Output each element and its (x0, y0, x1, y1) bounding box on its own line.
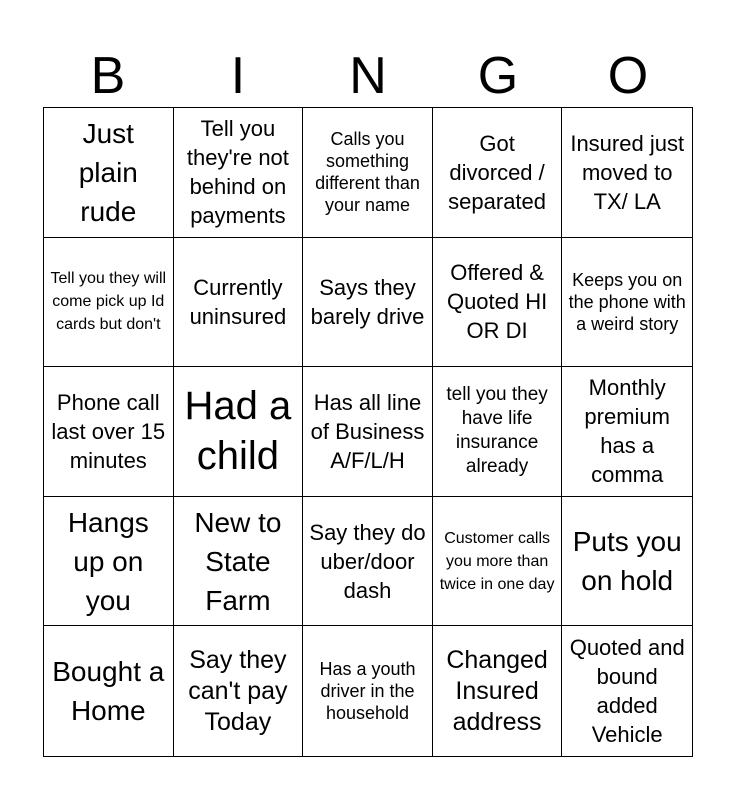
cell-text: Keeps you on the phone with a weird story (568, 269, 686, 334)
cell-text: tell you they have life insurance already (446, 384, 548, 478)
cell-text: Bought a Home (52, 656, 165, 727)
bingo-cell[interactable] (174, 108, 304, 238)
cell-text: Hangs up on you (67, 506, 149, 616)
bingo-cell[interactable] (174, 626, 304, 756)
bingo-cell[interactable] (562, 626, 692, 756)
cell-text: Phone call last over 15 minutes (51, 389, 166, 473)
cell-text: Customer calls you more than twice in one day (439, 529, 555, 593)
cell-text: Insured just moved to TX/ LA (570, 130, 685, 214)
bingo-board (43, 107, 693, 757)
bingo-cell[interactable] (44, 626, 174, 756)
cell-text: Puts you on hold (572, 526, 682, 597)
bingo-cell[interactable] (433, 108, 563, 238)
cell-text: Say they can't pay Today (188, 645, 288, 736)
bingo-cell[interactable] (44, 367, 174, 497)
bingo-cell[interactable] (562, 108, 692, 238)
bingo-header (43, 46, 693, 106)
bingo-cell[interactable] (44, 238, 174, 368)
bingo-cell[interactable] (562, 497, 692, 627)
cell-text: Tell you they're not behind on payments (186, 116, 289, 229)
bingo-cell[interactable] (303, 238, 433, 368)
bingo-cell[interactable] (174, 238, 304, 368)
cell-text: Had a child (184, 384, 292, 479)
bingo-cell[interactable] (303, 367, 433, 497)
cell-text: Has a youth driver in the household (319, 659, 416, 724)
bingo-cell[interactable] (433, 238, 563, 368)
cell-text: Offered & Quoted HI OR DI (446, 260, 548, 344)
header-letter-i: I (230, 47, 246, 105)
bingo-cell[interactable] (44, 108, 174, 238)
bingo-cell[interactable] (303, 108, 433, 238)
cell-text: Just plain rude (78, 117, 138, 227)
bingo-cell[interactable] (303, 497, 433, 627)
bingo-cell[interactable] (433, 626, 563, 756)
bingo-cell[interactable] (44, 497, 174, 627)
cell-text: Changed Insured address (446, 645, 548, 736)
bingo-cell[interactable] (174, 497, 304, 627)
bingo-cell[interactable] (433, 367, 563, 497)
header-letter-g: G (477, 47, 519, 105)
cell-text: Has all line of Business A/F/L/H (310, 389, 425, 473)
cell-text: Currently uninsured (189, 274, 287, 329)
cell-text: Tell you they will come pick up Id cards but don't (50, 270, 167, 334)
bingo-cell[interactable] (433, 497, 563, 627)
cell-text: New to State Farm (194, 506, 282, 616)
header-letter-n: N (349, 47, 387, 105)
cell-text: Say they do uber/door dash (309, 519, 426, 603)
bingo-cell[interactable] (174, 367, 304, 497)
header-letter-o: O (607, 47, 649, 105)
cell-text: Quoted and bound added Vehicle (569, 635, 685, 748)
cell-text: Says they barely drive (310, 274, 425, 329)
cell-text: Monthly premium has a comma (584, 375, 670, 488)
cell-text: Got divorced / separated (448, 130, 547, 214)
bingo-cell[interactable] (562, 238, 692, 368)
cell-text: Calls you something different than your name (315, 129, 420, 216)
bingo-cell[interactable] (303, 626, 433, 756)
header-letter-b: B (90, 47, 126, 105)
bingo-cell[interactable] (562, 367, 692, 497)
